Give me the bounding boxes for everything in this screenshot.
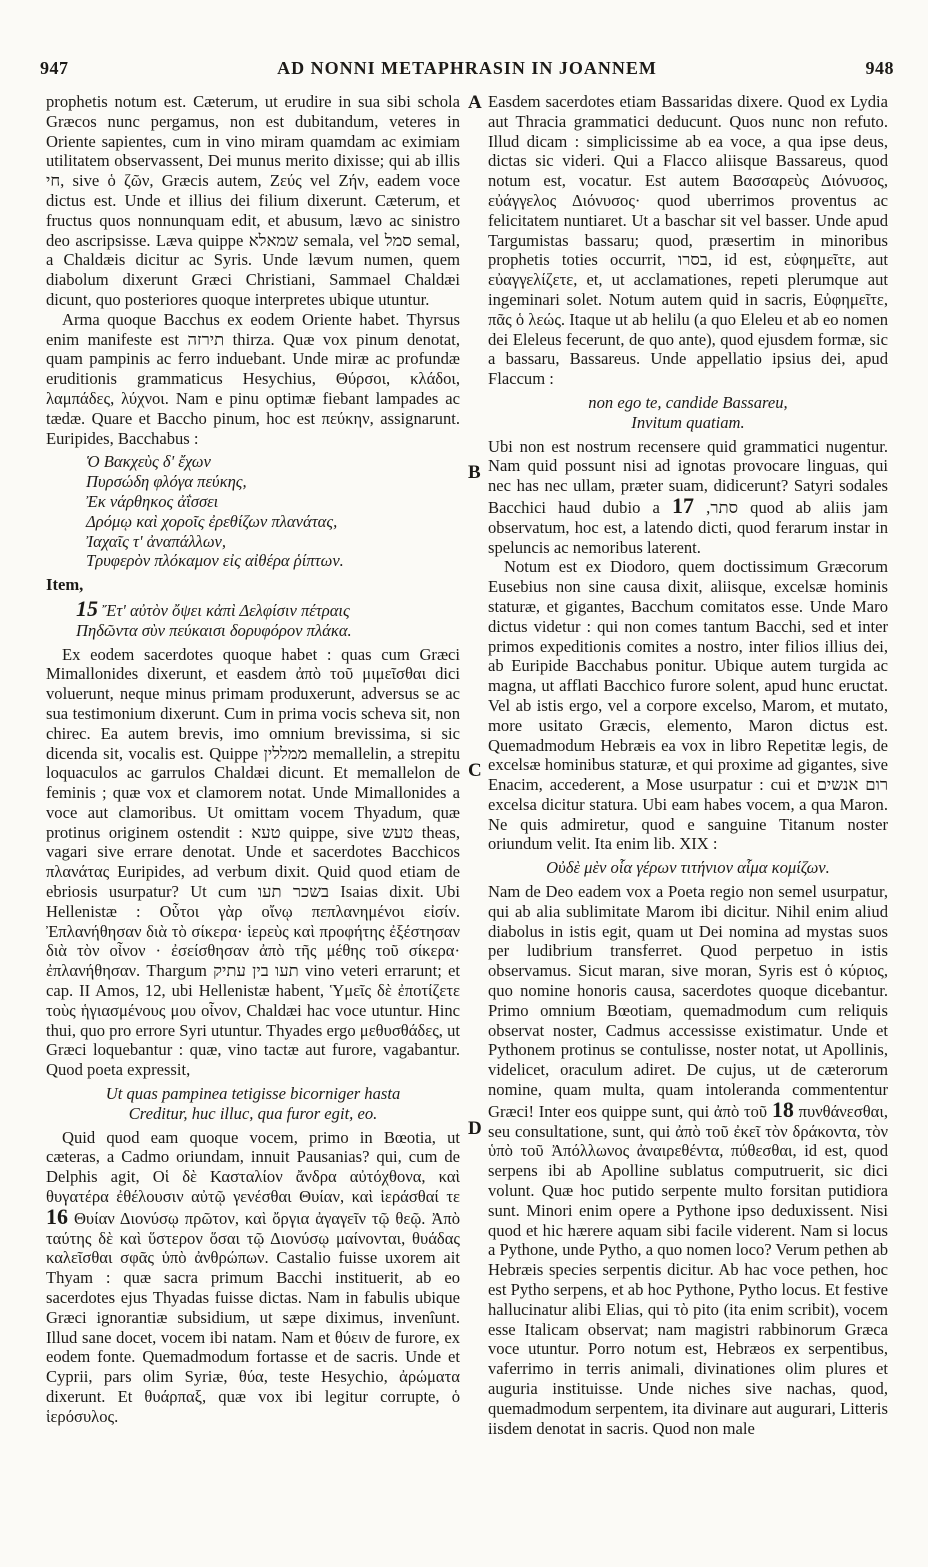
verse-line: Οὐδὲ μὲν οἷα γέρων τιτήνιον αἷμα κομίζων. (546, 858, 830, 878)
paragraph-text: Quid quod eam quoque vocem, primo in Bœotia, ut cæteras, a Cadmo oriundam, innuit Pausanias? qui, cum de Delphis agit, Οἱ δὲ Κασταλίον ἄνδρα αὐτόχθονα, καὶ θυγατέρα ἐθέλουσιν αὐτῷ γενέσθαι Θυίαν, καὶ ἱεράσθαί τε (46, 1127, 460, 1207)
left-paragraph-3: Ex eodem sacerdotes quoque habet : quas cum Græci Mimallonides dixerunt, et easdem ἀπὸ τοῦ μιμεῖσθαι dici voluerunt, neque minus primam produxerunt, adversus se ac sua testimonium dixerunt. Cum in prima vocis scheva sit, non chirec. Ea autem brevis, imo omnium brevissima, si sic dicenda sit, vocalis est. Quippe ממללין memallelin, a strepitu loquaculos ac garrulos Chaldæi dicunt. Et memallelon de feminis ; quæ vox et clamorem notat. Unde Mimallonides a voce aut clamoribus. Ut omittam vocem Thyadum, quæ protinus originem ostendit : טעא quippe, sive טעש theas, vagari sive errare denotat. Unde et sacerdotes Bacchicos πλανάτας Euripides, ad verbum dixit. Quid quod etiam de ebriosis usurpatur? Ut cum בשכר תעו Isaias dixit. Ubi Hellenistæ : Οὗτοι γὰρ οἴνῳ πεπλανημένοι εἰσίν. Ἐπλανήθησαν διὰ τὸ σίκερα· ἱερεὺς καὶ προφήτης ἐξέστησαν διὰ τὸν οἶνον · ἐσείσθησαν ἀπὸ τῆς μέθης τοῦ σίκερα· ἐπλανήθησαν. Thargum תעו בין עתיק vino veteri errarunt; et cap. II Amos, 12, ubi Hellenistæ habent, Ὑμεῖς δὲ ἐποτίζετε τοὺς ἡγιασμένους μου οἶνον, Chaldæi hac voce utuntur. Hinc thui, quo pro errore Syri utuntur. Thyades ergo μεθυσθάδες, ut Græci loquebantur : quæ, vino tactæ aut furore, vagabantur. Quod poeta expressit, (46, 644, 460, 1080)
right-paragraph-3: Notum est ex Diodoro, quem doctissimum Græcorum Eusebius non sine causa dixit, aliisque, excelsæ hominis staturæ, et gigantes, Bacchum comitatos esse. Unde Maro dictus videtur : qui non comes tantum Bacchi, sed et inter primos expeditionis comites a nostro, inter filios illius dei, ab Euripide Bacchabus ponitur. Ubique autem turgida ac magna, ut afflati Bacchico furore solent, apud hunc eructat. Vel ab istis ergo, vel a corpore excelso, Marom, et mutato, more usitato Græcis, elemento, Maron dictus est. Quemadmodum Hebræis ea vox in libro Repetitæ legis, de excelsæ hominibus staturæ, et qui proxime ad gigantes, sive Enacim, accederent, a Mose usurpatur : cui et רום אנשים excelsa dicitur statura. Ubi eam habes vocem, a qua Maron. Ne quis admiretur, quod e sanguine Titanum noster oriundum velit. Ita enim lib. XIX : (488, 557, 888, 854)
verse-line: Ἰαχαῖς τ' ἀναπάλλων, (86, 531, 227, 551)
margin-letter-b: B (468, 462, 481, 483)
left-column (46, 92, 460, 1553)
second-quotation (76, 595, 460, 641)
nonnus-quotation (488, 858, 888, 878)
left-paragraph-2: Arma quoque Bacchus ex eodem Oriente habet. Thyrsus enim manifeste est תירזה thirza. Quæ vox pinum denotat, quam pampinis ac ferro induebant. Unde miræ ac profundæ eruditionis grammaticus Hesychius, Θύρσοι, κλάδοι, λαμπάδες, λύχνοι. Nam e pinu optimæ fiebant lampades ac tædæ. Quare et Baccho pinum, hoc est πεύκην, assignarunt. Euripides, Bacchabus : (46, 309, 460, 448)
margin-letter-d: D (468, 1118, 482, 1139)
paragraph-text: Θυίαν Διονύσῳ πρῶτον, καὶ ὄργια ἀγαγεῖν τῷ θεῷ. Ἀπὸ ταύτης δὲ καὶ ὕστερον ὅσαι τῷ Διονύσῳ μαίνονται, θυάδας καλεῖσθαι σφᾶς ὑπὸ ἀνθρώπων. Castalio fuisse uxorem ait Thyam : quæ sacra primum Bacchi instituerit, ab eo sacerdotes ejus Thyadas fuisse dictas. Nam in fabulis ubique Græci ignorantiæ subsidium, ut sæpe diximus, invenîunt. Illud sane docet, vocem ibi natam. Nam et θύειν de furore, ex eodem fonte. Quemadmodum fortasse et de sacris. Unde et Cyprii, pars olim Syriæ, θύα, teste Hesychio, ἀρώματα dixerunt. Et θυάρπαξ, quæ vox ibi legitur corrupte, ὁ ἱερόσυλος. (46, 1208, 460, 1426)
paragraph-text: Nam de Deo eadem vox a Poeta regio non semel usurpatur, qui ab alia sublimitate Marom ibi dicitur. Nihil enim aliud diabolus in istis egit, quam ut Dei nomina ad mystas suos per ludibrium transferret. Quod perpetuo in istis observamus. Sicut maran, sive moran, Syris est ὁ κύριος, quo nomine honoris causa, sacerdotes quoque dicebantur. Primo omnium Bœotiam, quemadmodum cum reliquis observat noster, Cadmus accessisse existimatur. Unde et Pythonem protinus se contulisse, noster notat, ut Apollinis, videlicet, oraculum adiret. De cujus, ut de cæterorum nomine, quam multa, quam intoleranda commententur Græci! Inter eos quippe sunt, qui ἀπὸ τοῦ (488, 882, 888, 1121)
verse-line: Δρόμῳ καὶ χοροῖς ἐρεθίζων πλανάτας, (86, 511, 338, 531)
ovid-quotation (46, 1084, 460, 1124)
verse-line: non ego te, candide Bassareu, (588, 392, 788, 412)
page-header (40, 58, 894, 80)
right-column (488, 92, 888, 1553)
section-number-16: 16 (46, 1203, 68, 1229)
section-number-18: 18 (771, 1096, 794, 1122)
right-paragraph-1: Easdem sacerdotes etiam Bassaridas dixere. Quod ex Lydia aut Thracia grammatici deducunt. Quos nunc non refuto. Illud dicam : simplicissime ab ea voce, a qua ipse deus, dictas sic videri. Qui a Flacco aliisque Bassareus, quod notum est, vocatur. Est autem Βασσαρεὺς Διόνυσος, εὐάγγελος Διόνυσος· quod uberrimos proventus ac felicitatem nuntiaret. Ut a baschar sit vel basser. Unde apud Targumistas bassaru; quod, præsertim in minoribus prophetis toties occurrit, בסרו, id est, εὐφημεῖτε, aut εὐαγγελίζετε, et, ut acclamationes, repeti plerumque aut ingeminari solet. Notum autem quid in sacris, Εὐφημεῖτε, πᾶς ὁ λεώς. Itaque ut ab helilu (a quo Eleleu et ab eo nomen dei Eleleus fecerunt, de quo ante), quod ejusdem formæ, sic a bassaru, Bassareus. Unde appellatio ipsius dei, apud Flaccum : (488, 92, 888, 389)
flaccus-quotation (488, 393, 888, 433)
margin-letter-c: C (468, 760, 482, 781)
verse-line: Ἐκ νάρθηκος ἀΐσσει (86, 491, 219, 511)
verse-line: Invitum quatiam. (631, 412, 745, 432)
euripides-quotation (86, 452, 460, 571)
right-paragraph-2 (488, 437, 888, 558)
verse-line: Τρυφερὸν πλόκαμον εἰς αἰθέρα ῥίπτων. (86, 551, 344, 571)
paragraph-text: πυνθάνεσθαι, seu consultatione, sunt, qui ἀπὸ τοῦ ἐκεῖ τὸν δράκοντα, τὸν ὑπὸ τοῦ Ἀπόλλωνος ἀναιρεθέντα, πύθεσθαι, id est, quod serpens ibi ab Apolline sublatus computruerit, sic dici volunt. Quæ hoc putido serpente multo forsitan putidiora sunt. Minori enim opere a Pythone ipso deduxissent. Nisi quod et hic hærere aquam sibi facile viderent. Nam si locus a Pythone, unde Pytho, a quo nomen loco? Verum pethen ab Hebræis species serpentis dicitur. Ab hac voce pethen, hoc est Pytho serpens, et ab hoc Pythone, Pytho locus. Et festive hallucinatur alibi Elias, qui τὸ pito (ita enim scribit), vocem esse Italicam observat; nam magistri rabbinorum Græca voce utuntur. Porro notum est, Hebræos ex serpentibus, vaferrimo in terris animali, divinationes olim plures et auguria instituisse. Unde niches sive nachas, quod, quemadmodum serpentem, ita divinare aut augurari, Litteris iisdem denotat in sacris. Quod non male (488, 1101, 888, 1438)
verse-line: Ἔτ' αὐτὸν ὄψει κἀπὶ Δελφίσιν πέτραις (102, 600, 350, 620)
paragraph-text: Ubi non est nostrum recensere quid grammatici nugentur. Nam quid possunt nisi ad ignotas provocare linguas, qui nec has nec ullam, præter suam, didicerunt? Satyri sodales Bacchici haud dubio a סתר, (488, 436, 888, 517)
margin-letter-a: A (468, 92, 482, 113)
section-number-15: 15 (76, 595, 98, 621)
page-number-right: 948 (865, 58, 894, 78)
verse-line: Πυρσώδη φλόγα πεύκης, (86, 472, 247, 492)
verse-line: Ut quas pampinea tetigisse bicorniger hasta (105, 1084, 401, 1104)
page-number-left: 947 (40, 58, 69, 78)
verse-line: Ὁ Βακχεὺς δ' ἔχων (86, 452, 211, 472)
left-paragraph-1: prophetis notum est. Cæterum, ut erudire in sua sibi schola Græcos nunc pergamus, non est dubitandum, veteres in Oriente sapientes, cum in vino miram quamdam ac eximiam utilitatem observassent, Dei munus merito dixisse; qui ab illis חי, sive ὁ ζῶν, Græcis autem, Ζεύς vel Ζήν, eadem voce dictus est. Unde et illius dei filium dixerunt. Cæterum, et fructus quos nonnunquam edit, et abusum, lævo ac sinistro deo ascripsisse. Læva quippe שמאלא semala, vel סמל semal, a Chaldæis dicitur ac Syris. Unde lævum numen, quem diabolum dixerunt Græci Christiani, Sammael Chaldæi dicunt, quo posteriores quoque interpretes ubique utuntur. (46, 92, 460, 309)
item-label: Item, (46, 575, 84, 595)
paragraph-text: quod ab aliis jam observatum, hoc est, a latendo dicti, quod ferarum instar in speluncis ac nemoribus laterent. (488, 497, 888, 557)
verse-line: Πηδῶντα σὺν πεύκαισι δορυφόρον πλάκα. (76, 620, 352, 640)
right-paragraph-4 (488, 882, 888, 1438)
section-number-17: 17 (672, 492, 695, 518)
verse-line: Creditur, huc illuc, qua furor egit, eo. (128, 1103, 378, 1123)
running-title: AD NONNI METAPHRASIN IN JOANNEM (277, 58, 657, 78)
left-paragraph-4 (46, 1128, 460, 1427)
